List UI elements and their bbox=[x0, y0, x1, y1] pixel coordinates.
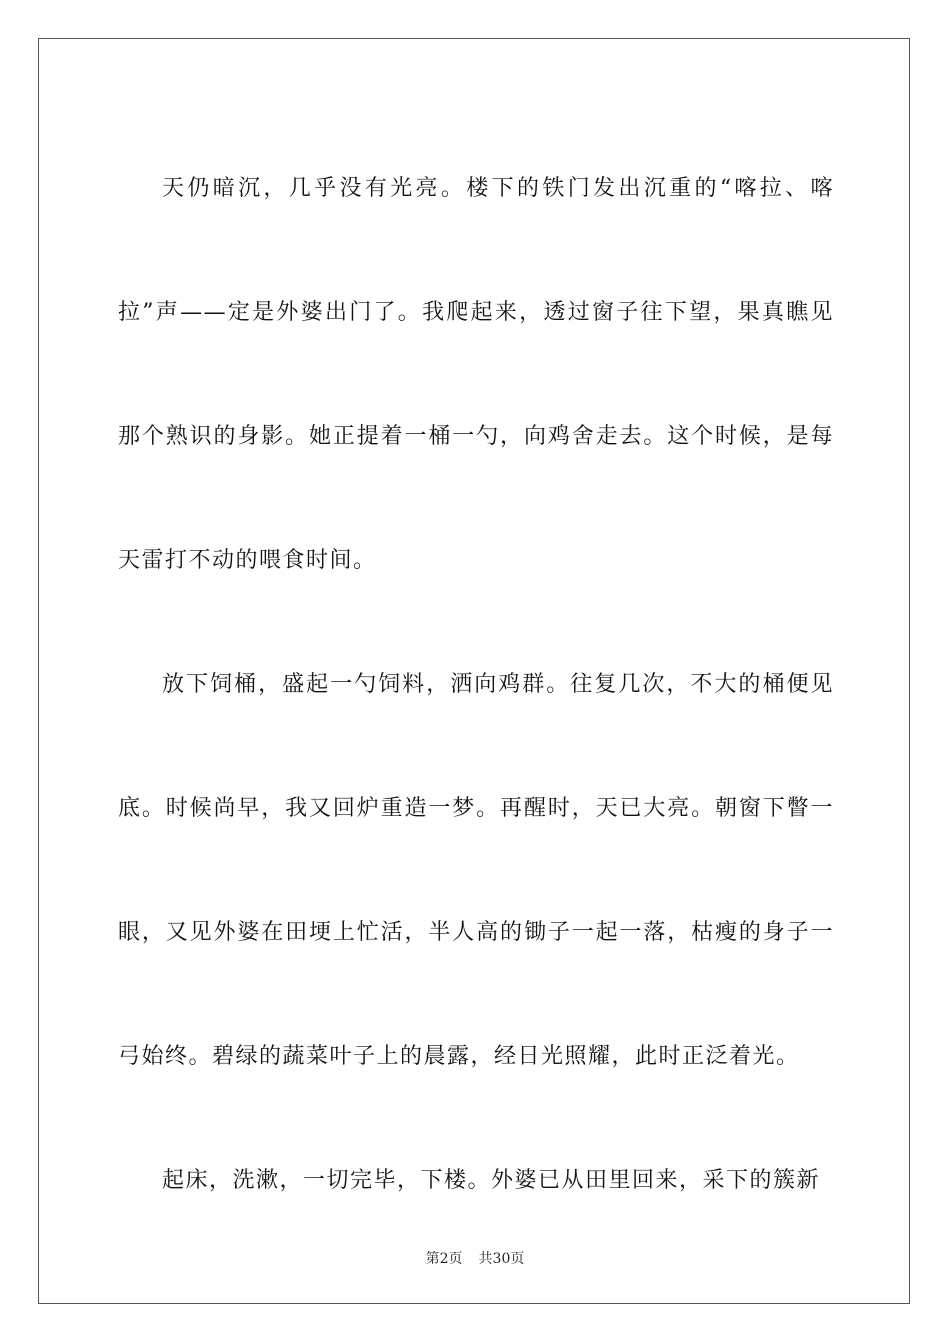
paragraph: 天仍暗沉，几乎没有光亮。楼下的铁门发出沉重的“喀拉、喀拉”声——定是外婆出门了。我爬起来，透过窗子往下望，果真瞧见那个熟识的身影。她正提着一桶一勺，向鸡舍走去。这个时候，是每天雷打不动的喂食时间。 bbox=[118, 176, 834, 573]
total-pages: 共30页 bbox=[478, 1251, 525, 1267]
document-body bbox=[118, 127, 834, 1243]
paragraph: 起床，洗漱，一切完毕，下楼。外婆已从田里回来，采下的簇新 bbox=[162, 1168, 821, 1193]
page-number: 第2页 bbox=[425, 1251, 463, 1267]
page-footer bbox=[0, 1248, 950, 1268]
paragraph: 放下饲桶，盛起一勺饲料，洒向鸡群。往复几次，不大的桶便见底。时候尚早，我又回炉重造一梦。再醒时，天已大亮。朝窗下瞥一眼，又见外婆在田埂上忙活，半人高的锄子一起一落，枯瘦的身子一弓始终。碧绿的蔬菜叶子上的晨露，经日光照耀，此时正泛着光。 bbox=[118, 672, 834, 1069]
